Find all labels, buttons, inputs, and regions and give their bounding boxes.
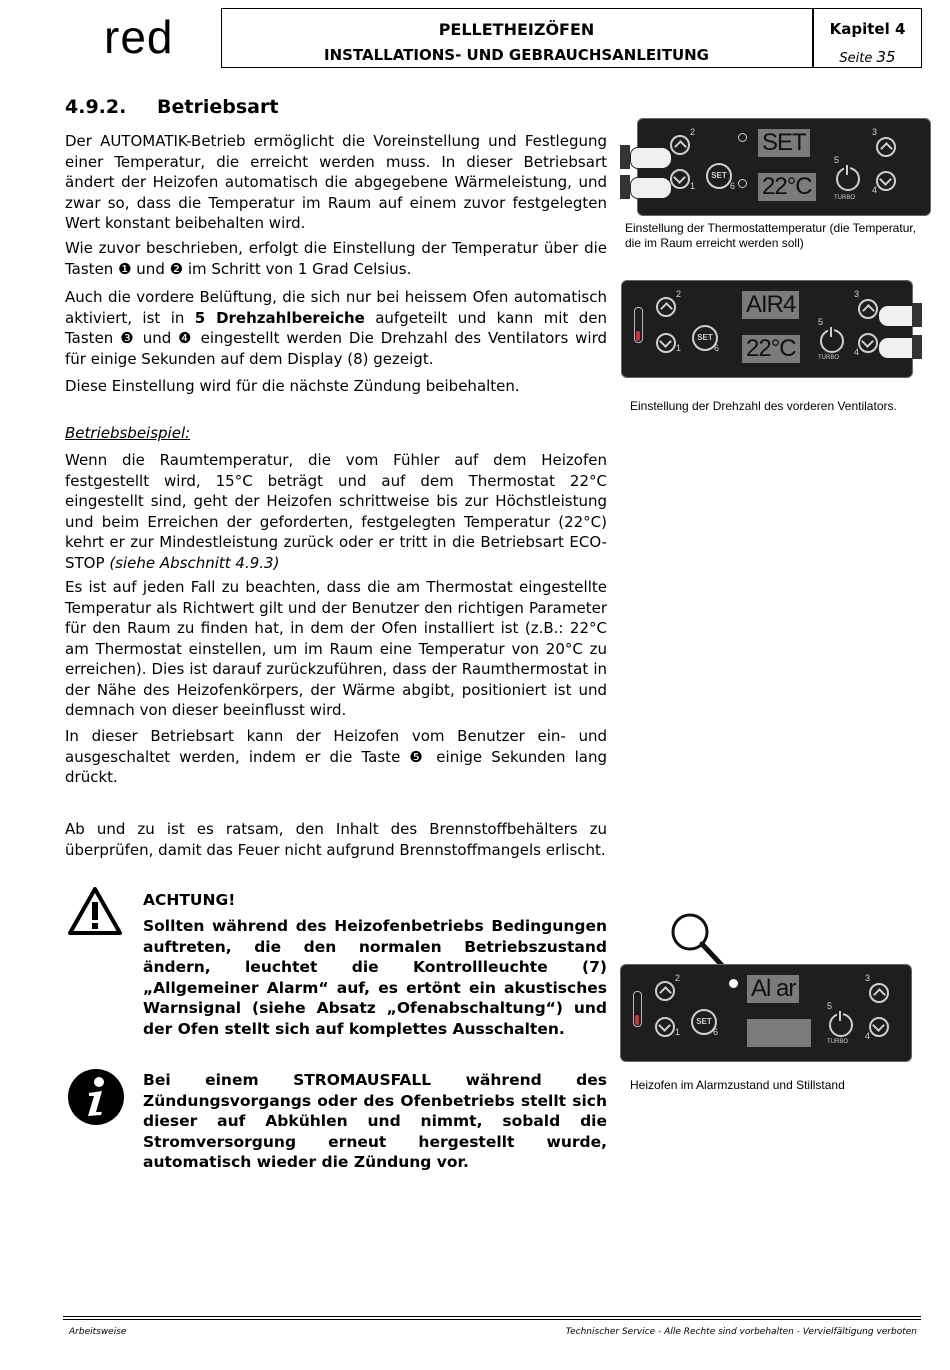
- text-run: aufgeteilt und kann mit den Tasten: [65, 308, 607, 347]
- set-button: SET: [692, 325, 718, 351]
- finger-cuff: [912, 335, 922, 359]
- info-icon: [67, 1068, 125, 1126]
- label-5: 5: [827, 1001, 833, 1011]
- section-reference: (siehe Abschnitt 4.9.3): [109, 553, 280, 572]
- text-run: und: [135, 329, 179, 347]
- paragraph-6: Es ist auf jeden Fall zu beachten, dass die am Thermostat eingestellte Temperatur als Richtwert gilt und der Benutzer den richtigen Parameter für den Raum zu finden hat, in dem der Ofen installiert ist (z.B.: 22°C am Thermostat einstellen, um im Raum eine Temperatur von 20°C zu erreichen). Dies ist darauf zurückzuführen, dass der Raumthermostat in der Nähe des Heizofenkörpers, der Wärme abgibt, positioniert ist und demnach von dieser beeinflusst wird.: [65, 578, 607, 719]
- turbo-label: TURBO: [818, 355, 839, 361]
- label-4: 4: [865, 1031, 871, 1041]
- page-prefix: Seite: [839, 51, 873, 66]
- display-top: SET: [758, 129, 810, 157]
- label-2: 2: [675, 973, 681, 983]
- label-6: 6: [730, 181, 736, 191]
- footer-rule: [63, 1316, 921, 1317]
- paragraph-1: Der AUTOMATIK-Betrieb ermöglicht die Voreinstellung und Festlegung einer Temperatur, die erreicht werden muss. In dieser Betriebsart ändert der Heizofen automatisch die abgegebene Wärmeleistung, und zwar so, dass die Temperatur im Raum auf einem zuvor festgelegten Wert konstant beibehalten wird.: [65, 132, 607, 232]
- text-run: und: [131, 259, 170, 278]
- thermometer-icon: [634, 307, 643, 343]
- down-button-4: [869, 1017, 889, 1037]
- display-bottom: [747, 1019, 811, 1047]
- info-text: Bei einem STROMAUSFALL während des Zündungsvorgangs oder des Ofenbetriebs stellt sich dieser auf Abkühlen und nimmt, sobald die Stromversorgung erneut hergestellt wurde, automatisch wieder die Zündung vor.: [143, 1071, 607, 1171]
- display-bottom: 22°C: [742, 335, 800, 363]
- header-subtitle: INSTALLATIONS- UND GEBRAUCHSANLEITUNG: [323, 46, 709, 64]
- text-run: einige Sekunden lang drückt.: [65, 747, 607, 786]
- label-4: 4: [854, 347, 860, 357]
- up-button-1: [655, 981, 675, 1001]
- footer-left: Arbeitsweise: [69, 1327, 127, 1337]
- up-button-3: [869, 983, 889, 1003]
- paragraph-2: [65, 238, 607, 279]
- section-title: Betriebsart: [157, 96, 279, 118]
- section-heading: [65, 96, 278, 118]
- key-1-symbol: ❶: [118, 259, 132, 278]
- pressing-finger-icon: [630, 147, 672, 169]
- power-button-icon: [820, 329, 844, 353]
- figure-2-caption: Einstellung der Drehzahl des vorderen Ventilators.: [630, 399, 897, 413]
- paragraph-5: [65, 450, 607, 573]
- key-3-symbol: ❸: [120, 329, 136, 347]
- label-6: 6: [714, 343, 720, 353]
- display-top: AIR4: [742, 291, 799, 319]
- example-label: Betriebsbeispiel:: [65, 424, 191, 442]
- paragraph-4: Diese Einstellung wird für die nächste Zündung beibehalten.: [65, 377, 520, 395]
- warning-title: ACHTUNG!: [143, 891, 236, 909]
- brand-logo: red: [104, 11, 174, 63]
- power-button-icon: [836, 167, 860, 191]
- control-panel-figure-1: [637, 118, 931, 216]
- label-1: 1: [690, 181, 696, 191]
- label-1: 1: [675, 1027, 681, 1037]
- down-button-4: [858, 333, 878, 353]
- up-button-1: [656, 297, 676, 317]
- label-3: 3: [865, 973, 871, 983]
- label-5: 5: [818, 317, 824, 327]
- turbo-label: TURBO: [827, 1039, 848, 1045]
- clock-icon: [738, 133, 747, 142]
- finger-cuff: [912, 303, 922, 327]
- page-label: [813, 48, 922, 66]
- power-button-icon: [829, 1013, 853, 1037]
- text-run: Wenn die Raumtemperatur, die vom Fühler auf dem Heizofen festgestellt wird, 15°C beträgt und auf dem Thermostat 22°C eingestellt sind, geht der Heizofen schrittweise bis zur Höchstleistung und beim Erreichen der geforderten, festgelegten Temperatur (22°C) kehrt er zur Mindestleistung zurück oder er tritt in die Betriebsart ECO-STOP: [65, 451, 607, 572]
- figure-1-caption: Einstellung der Thermostattemperatur (die Temperatur, die im Raum erreicht werden soll): [625, 221, 917, 250]
- paragraph-7: [65, 726, 607, 788]
- bold-term: 5 Drehzahlbereiche: [194, 308, 365, 327]
- header-title: PELLETHEIZÖFEN: [438, 20, 595, 39]
- key-5-symbol: ❺: [409, 747, 428, 766]
- finger-cuff: [620, 145, 630, 169]
- paragraph-3: [65, 287, 607, 369]
- key-4-symbol: ❹: [178, 329, 194, 347]
- text-run: im Schritt von 1 Grad Celsius.: [183, 259, 412, 278]
- set-button: SET: [706, 163, 732, 189]
- figure-3-caption: Heizofen im Alarmzustand und Stillstand: [630, 1078, 845, 1092]
- label-1: 1: [676, 343, 682, 353]
- control-panel-figure-3: [620, 964, 912, 1062]
- display-top: Al ar: [747, 975, 799, 1003]
- text-run: eingestellt werden Die Drehzahl des Ventilators wird für einige Sekunden auf dem Display (8) gezeigt.: [65, 329, 608, 368]
- turbo-label: TURBO: [834, 195, 855, 201]
- key-2-symbol: ❷: [169, 259, 184, 278]
- label-5: 5: [834, 155, 840, 165]
- label-4: 4: [872, 185, 878, 195]
- warning-text: Sollten während des Heizofenbetriebs Bedingungen auftreten, die den normalen Betriebszustand ändern, leuchtet die Kontrollleuchte (7) „Allgemeiner Alarm“ auf, es ertönt ein akustisches Warnsignal (siehe Absatz „Ofenabschaltung“) und der Ofen stellt sich auf komplettes Ausschalten.: [143, 917, 607, 1038]
- page-number: 35: [876, 48, 896, 66]
- up-button-1: [670, 135, 690, 155]
- chapter-label: Kapitel 4: [829, 20, 906, 38]
- label-2: 2: [690, 127, 696, 137]
- display-bottom: 22°C: [758, 173, 816, 201]
- up-button-3: [858, 299, 878, 319]
- control-panel-figure-2: [621, 280, 913, 378]
- footer-right: Technischer Service - Alle Rechte sind vorbehalten - Vervielfältigung verboten: [565, 1327, 917, 1337]
- label-3: 3: [854, 289, 860, 299]
- down-button-2: [656, 333, 676, 353]
- up-button-3: [876, 137, 896, 157]
- down-button-2: [670, 169, 690, 189]
- down-button-4: [876, 171, 896, 191]
- label-2: 2: [676, 289, 682, 299]
- play-icon: [738, 179, 747, 188]
- down-button-2: [655, 1017, 675, 1037]
- label-6: 6: [713, 1027, 719, 1037]
- pressing-finger-icon: [630, 177, 672, 199]
- section-number: 4.9.2.: [65, 96, 127, 118]
- alarm-light-icon: [729, 979, 738, 988]
- footer-rule: [63, 1319, 921, 1320]
- text-run: Auch die vordere Belüftung, die sich nur bei heissem Ofen automatisch aktiviert, ist in: [65, 288, 607, 327]
- finger-cuff: [620, 175, 630, 199]
- set-button: SET: [691, 1009, 717, 1035]
- text-run: Wie zuvor beschrieben, erfolgt die Einstellung der Temperatur über die Tasten: [65, 239, 607, 278]
- text-run: In dieser Betriebsart kann der Heizofen vom Benutzer ein- und ausgeschaltet werden, indem er die Taste: [65, 727, 607, 766]
- warning-triangle-icon: [67, 886, 123, 936]
- label-3: 3: [872, 127, 878, 137]
- paragraph-8: Ab und zu ist es ratsam, den Inhalt des Brennstoffbehälters zu überprüfen, damit das Feuer nicht aufgrund Brennstoffmangels erlischt.: [65, 820, 607, 859]
- thermometer-icon: [633, 991, 642, 1027]
